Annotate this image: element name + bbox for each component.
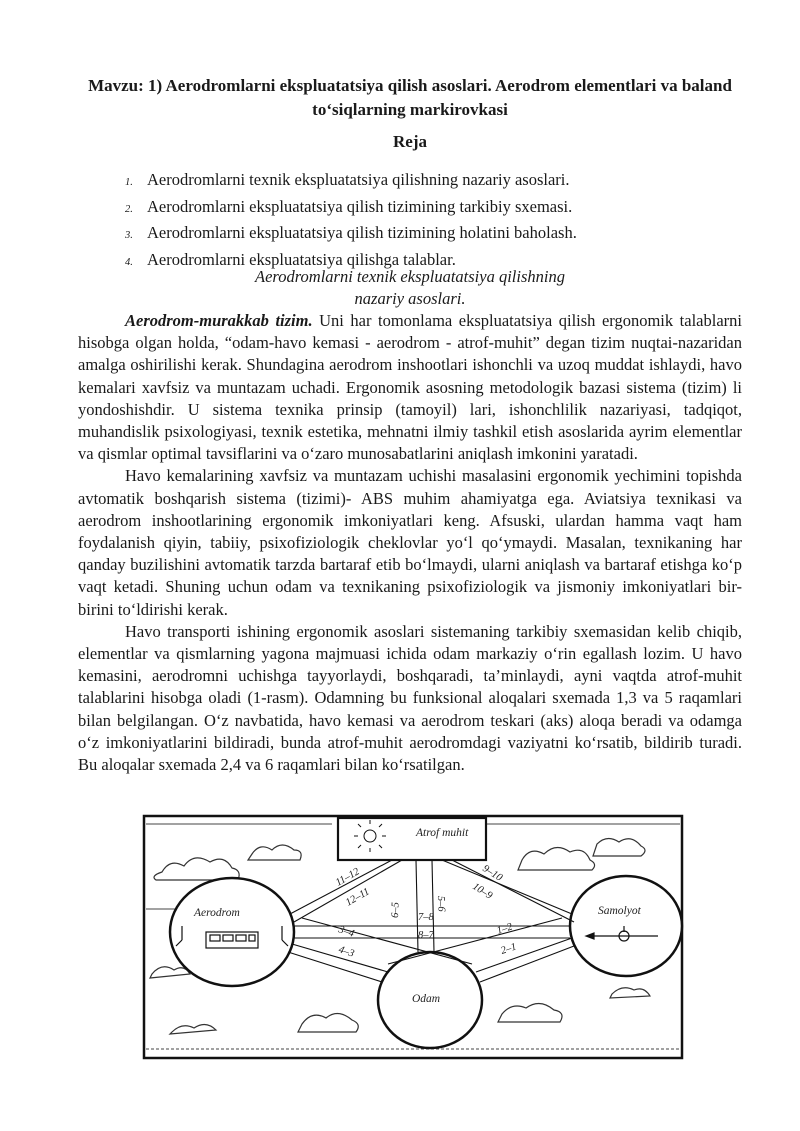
system-diagram	[142, 814, 684, 1060]
environment-label: Atrof muhit	[416, 827, 469, 839]
paragraph-2: Havo kemalarining xavfsiz va muntazam uchishi masalasini ergonomik yechimini topishda avtomatik boshqarish sistema (tizimi)- ABS muhim ahamiyatga ega. Aviatsiya texnikasi va aerodrom inshootlarining ergonomik imkoniyatlari keng. Afsuski, ulardan hamma vaqt ham foydalanish qiyin, tabiiy, psixofiziologik cheklovlar yo‘l qo‘ymaydi. Masalan, texnikaning har qanday buzilishini avtomatik tarzda bartaraf etib bo‘lmaydi, ularni aniqlash va bartaraf etishga ko‘p vaqt ketadi. Shuning uchun odam va texnikaning psixofiziologik va jismoniy imkoniyatlari bir-birini to‘ldirishi kerak.	[78, 466, 742, 619]
plan-item: 3. Aerodromlarni ekspluatatsiya qilish tizimining holatini baholash.	[125, 223, 577, 242]
paragraph-lead: Aerodrom-murakkab tizim.	[125, 311, 313, 330]
body-text	[78, 310, 742, 776]
plan-heading: Reja	[393, 132, 427, 151]
plan-list	[125, 168, 577, 274]
plan-item: 1. Aerodromlarni texnik ekspluatatsiya qilishning nazariy asoslari.	[125, 170, 570, 189]
section-subheading: Aerodromlarni texnik ekspluatatsiya qilishning nazariy asoslari.	[255, 267, 565, 308]
plan-item: 4. Aerodromlarni ekspluatatsiya qilishga talablar.	[125, 249, 456, 269]
link-label: 3–4	[337, 924, 356, 940]
link-label: 2–1	[499, 941, 518, 957]
link-label: 5–6	[435, 895, 447, 912]
environment-box	[338, 818, 486, 860]
paragraph-3: Havo transporti ishining ergonomik asoslari sistemaning tarkibiy sxemasidan kelib chiqib, elementlar va qismlarning yagona majmuasi ichida odam markaziy o‘rin egallash lozim. U havo kemasini, aerodromni uchishga tayyorlaydi, boshqaradi, ta’minlaydi, ayni vaqtda atrof-muhit talablarini hisobga oladi (1-rasm). Odamning bu funksional aloqalari sxemada 1,3 va 5 raqamlari bilan belgilangan. O‘z navbatida, havo kemasi va aerodrom teskari (aks) aloqa beradi va odamga o‘z imkoniyatlarini bildiradi, bunda atrof-muhit aerodromdagi vaziyatni ko‘rsatib, bildirib turadi. Bu aloqalar sxemada 2,4 va 6 raqamlari bilan ko‘rsatilgan.	[78, 621, 742, 775]
link-label: 6–5	[390, 901, 402, 919]
link-label: 8–7	[418, 930, 434, 941]
aircraft-label: Samolyot	[598, 905, 641, 917]
human-label: Odam	[412, 993, 441, 1005]
plan-item: 2. Aerodromlarni ekspluatatsiya qilish tizimining tarkibiy sxemasi.	[125, 196, 573, 216]
link-label: 10–9	[470, 881, 495, 902]
aerodrome-label: Aerodrom	[194, 907, 240, 919]
link-label: 4–3	[337, 944, 356, 960]
link-label: 9–10	[480, 863, 505, 884]
link-label: 12–11	[344, 886, 372, 909]
aircraft-node	[570, 876, 682, 976]
link-label: 1–2	[495, 921, 514, 937]
paragraph-1: Aerodrom-murakkab tizim. Uni har tomonlama ekspluatatsiya qilish ergonomik talablarni hisobga olgan holda, “odam-havo kemasi - aerodrom - atrof-muhit” degan tizim nuqtai-nazaridan amalga oshirilishi kerak. Shundagina aerodrom inshootlari ishonchli va uzoq muddat ishlaydi, havo kemalari xavfsiz va muntazam uchadi. Ergonomik asosning metodologik bazasi sistema (tizim) li yondoshishdir. U sistema texnika prinsip (tamoyil) lari, ishonchlilik nazariyasi, tadqiqot, muhandislik psixologiyasi, texnik estetika, mehnatni ilmiy tashkil etish asoslarida ayrim elementlar va qismlar optimal tavsiflarini va o‘zaro munosabatlarini aniqlash imkonini yaratadi.	[78, 311, 742, 464]
link-label: 11–12	[334, 866, 362, 889]
document-title: Mavzu: 1) Aerodromlarni ekspluatatsiya qilish asoslari. Aerodrom elementlari va baland to‘siqlarning markirovkasi	[88, 76, 732, 119]
link-label: 7–8	[418, 912, 434, 923]
